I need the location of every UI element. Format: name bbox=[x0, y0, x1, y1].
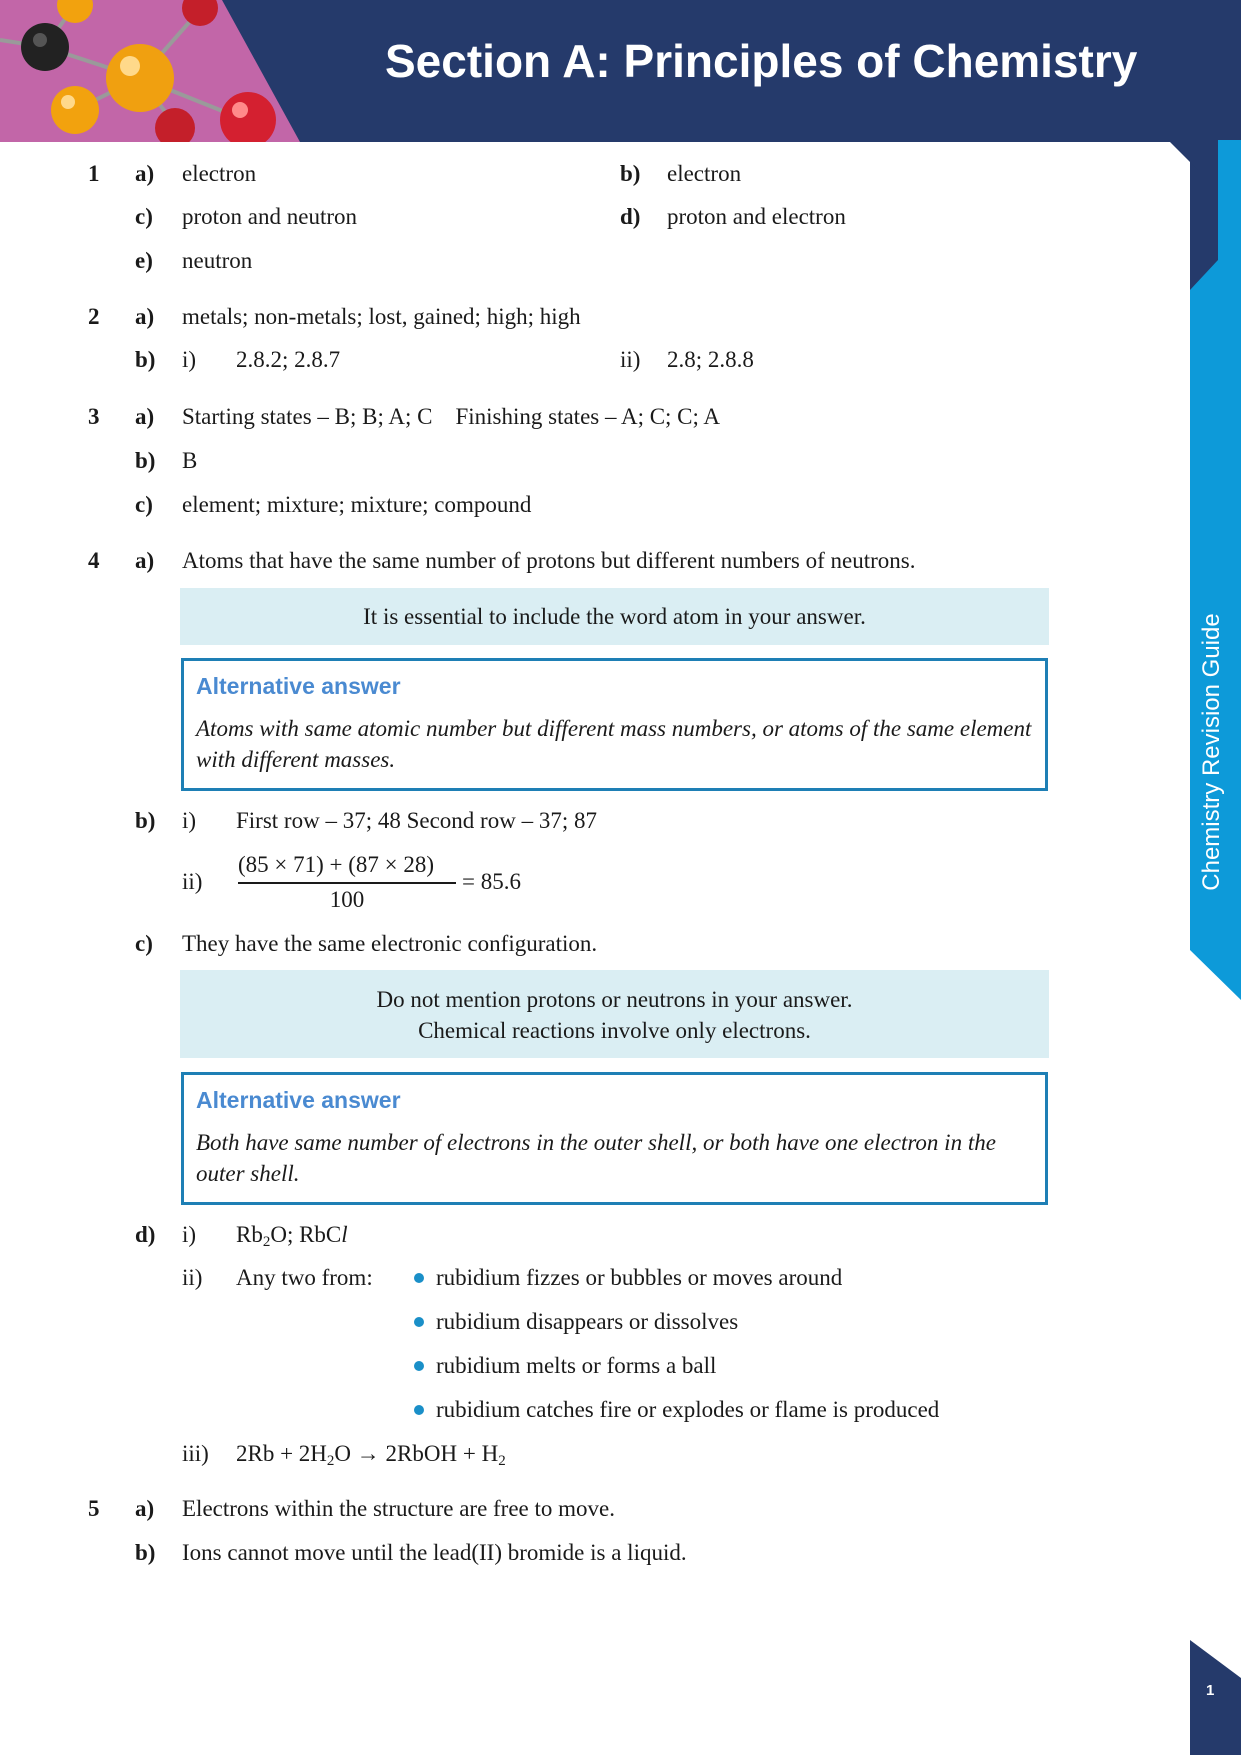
alternative-answer-box bbox=[181, 1072, 1048, 1205]
question-number: 4 bbox=[88, 548, 100, 573]
subpart-label: i) bbox=[182, 808, 197, 833]
question-number: 5 bbox=[88, 1496, 100, 1521]
bullet-dot bbox=[414, 1361, 424, 1371]
part-label: c) bbox=[135, 931, 153, 956]
chemical-equation bbox=[236, 1440, 506, 1468]
question-number: 3 bbox=[88, 404, 100, 429]
answer-text: They have the same electronic configuration. bbox=[182, 931, 598, 956]
equation-subscript: 2 bbox=[326, 1453, 335, 1469]
equation-part: 2Rb + 2H bbox=[236, 1441, 327, 1466]
bullet-dot bbox=[414, 1317, 424, 1327]
answer-text: First row – 37; 48 Second row – 37; 87 bbox=[236, 808, 597, 833]
page-number: 1 bbox=[1206, 1682, 1215, 1699]
page-title: Section A: Principles of Chemistry bbox=[385, 35, 1138, 87]
fraction-numerator: (85 × 71) + (87 × 28) bbox=[238, 852, 435, 877]
bullet-item: rubidium disappears or dissolves bbox=[436, 1309, 739, 1334]
part-label: d) bbox=[620, 204, 641, 229]
fraction-result: = 85.6 bbox=[462, 869, 521, 894]
answer-intro: Any two from: bbox=[236, 1265, 373, 1290]
tip-text-line: Chemical reactions involve only electrons. bbox=[418, 1018, 811, 1043]
part-label: b) bbox=[135, 1540, 156, 1565]
page-number-tab bbox=[1190, 1640, 1241, 1755]
fraction-bar bbox=[238, 882, 456, 884]
content-corner bbox=[1168, 140, 1198, 170]
tip-text-line: Do not mention protons or neutrons in your answer. bbox=[376, 987, 853, 1012]
formula-part: O; RbC bbox=[270, 1222, 342, 1247]
answer-text: proton and neutron bbox=[182, 204, 358, 229]
answer-text: B bbox=[182, 448, 198, 473]
alternative-answer-text: Both have same number of electrons in the outer shell, or both have one electron in the outer shell. bbox=[196, 1130, 996, 1186]
equation-part: O → 2RbOH + H bbox=[334, 1441, 499, 1466]
answer-text: proton and electron bbox=[667, 204, 846, 229]
part-label: a) bbox=[135, 161, 155, 186]
alternative-answer-box bbox=[181, 658, 1048, 791]
bullet-dot bbox=[414, 1405, 424, 1415]
part-label: d) bbox=[135, 1222, 156, 1247]
part-label: a) bbox=[135, 304, 155, 329]
fraction-denominator: 100 bbox=[329, 887, 365, 912]
formula-italic: l bbox=[341, 1222, 348, 1247]
answer-text: Ions cannot move until the lead(II) bromide is a liquid. bbox=[182, 1540, 687, 1565]
bullet-item: rubidium catches fire or explodes or flame is produced bbox=[436, 1397, 940, 1422]
answer-text: 2.8; 2.8.8 bbox=[667, 347, 754, 372]
tip-box bbox=[180, 970, 1049, 1058]
part-label: b) bbox=[135, 808, 156, 833]
bullet-item: rubidium melts or forms a ball bbox=[436, 1353, 717, 1378]
question-number: 1 bbox=[88, 161, 100, 186]
subpart-label: i) bbox=[182, 347, 197, 372]
tip-box bbox=[180, 588, 1049, 645]
answer-text: Electrons within the structure are free to move. bbox=[182, 1496, 616, 1521]
answer-text: Starting states – B; B; A; C Finishing states – A; C; C; A bbox=[182, 404, 721, 429]
part-label: b) bbox=[135, 448, 156, 473]
alternative-answer-heading: Alternative answer bbox=[196, 673, 401, 699]
alternative-answer-text: Atoms with same atomic number but different mass numbers, or atoms of the same element with different masses. bbox=[196, 716, 1032, 772]
question-number: 2 bbox=[88, 304, 100, 329]
part-label: b) bbox=[135, 347, 156, 372]
part-label: a) bbox=[135, 548, 155, 573]
answer-text: electron bbox=[182, 161, 257, 186]
part-label: e) bbox=[135, 248, 153, 273]
side-tab-label: Chemistry Revision Guide bbox=[1198, 613, 1225, 891]
part-label: a) bbox=[135, 1496, 155, 1521]
subpart-label: iii) bbox=[182, 1441, 209, 1466]
answer-text: neutron bbox=[182, 248, 253, 273]
answer-text: electron bbox=[667, 161, 742, 186]
bullet-item: rubidium fizzes or bubbles or moves around bbox=[436, 1265, 843, 1290]
part-label: b) bbox=[620, 161, 641, 186]
equation-subscript: 2 bbox=[498, 1453, 506, 1469]
answer-text: metals; non-metals; lost, gained; high; high bbox=[182, 304, 581, 329]
formula-subscript: 2 bbox=[262, 1234, 271, 1250]
part-label: c) bbox=[135, 204, 153, 229]
formula-rb2o-rbcl bbox=[236, 1221, 348, 1249]
bullet-dot bbox=[414, 1273, 424, 1283]
answer-text: element; mixture; mixture; compound bbox=[182, 492, 532, 517]
tip-text: It is essential to include the word atom in your answer. bbox=[363, 604, 866, 629]
subpart-label: ii) bbox=[182, 1265, 203, 1290]
subpart-label: i) bbox=[182, 1222, 197, 1247]
part-label: a) bbox=[135, 404, 155, 429]
subpart-label: ii) bbox=[620, 347, 641, 372]
alternative-answer-heading: Alternative answer bbox=[196, 1087, 401, 1113]
formula-part: Rb bbox=[236, 1222, 263, 1247]
subpart-label: ii) bbox=[182, 869, 203, 894]
answer-text: 2.8.2; 2.8.7 bbox=[236, 347, 341, 372]
answer-text: Atoms that have the same number of protons but different numbers of neutrons. bbox=[182, 548, 916, 573]
part-label: c) bbox=[135, 492, 153, 517]
